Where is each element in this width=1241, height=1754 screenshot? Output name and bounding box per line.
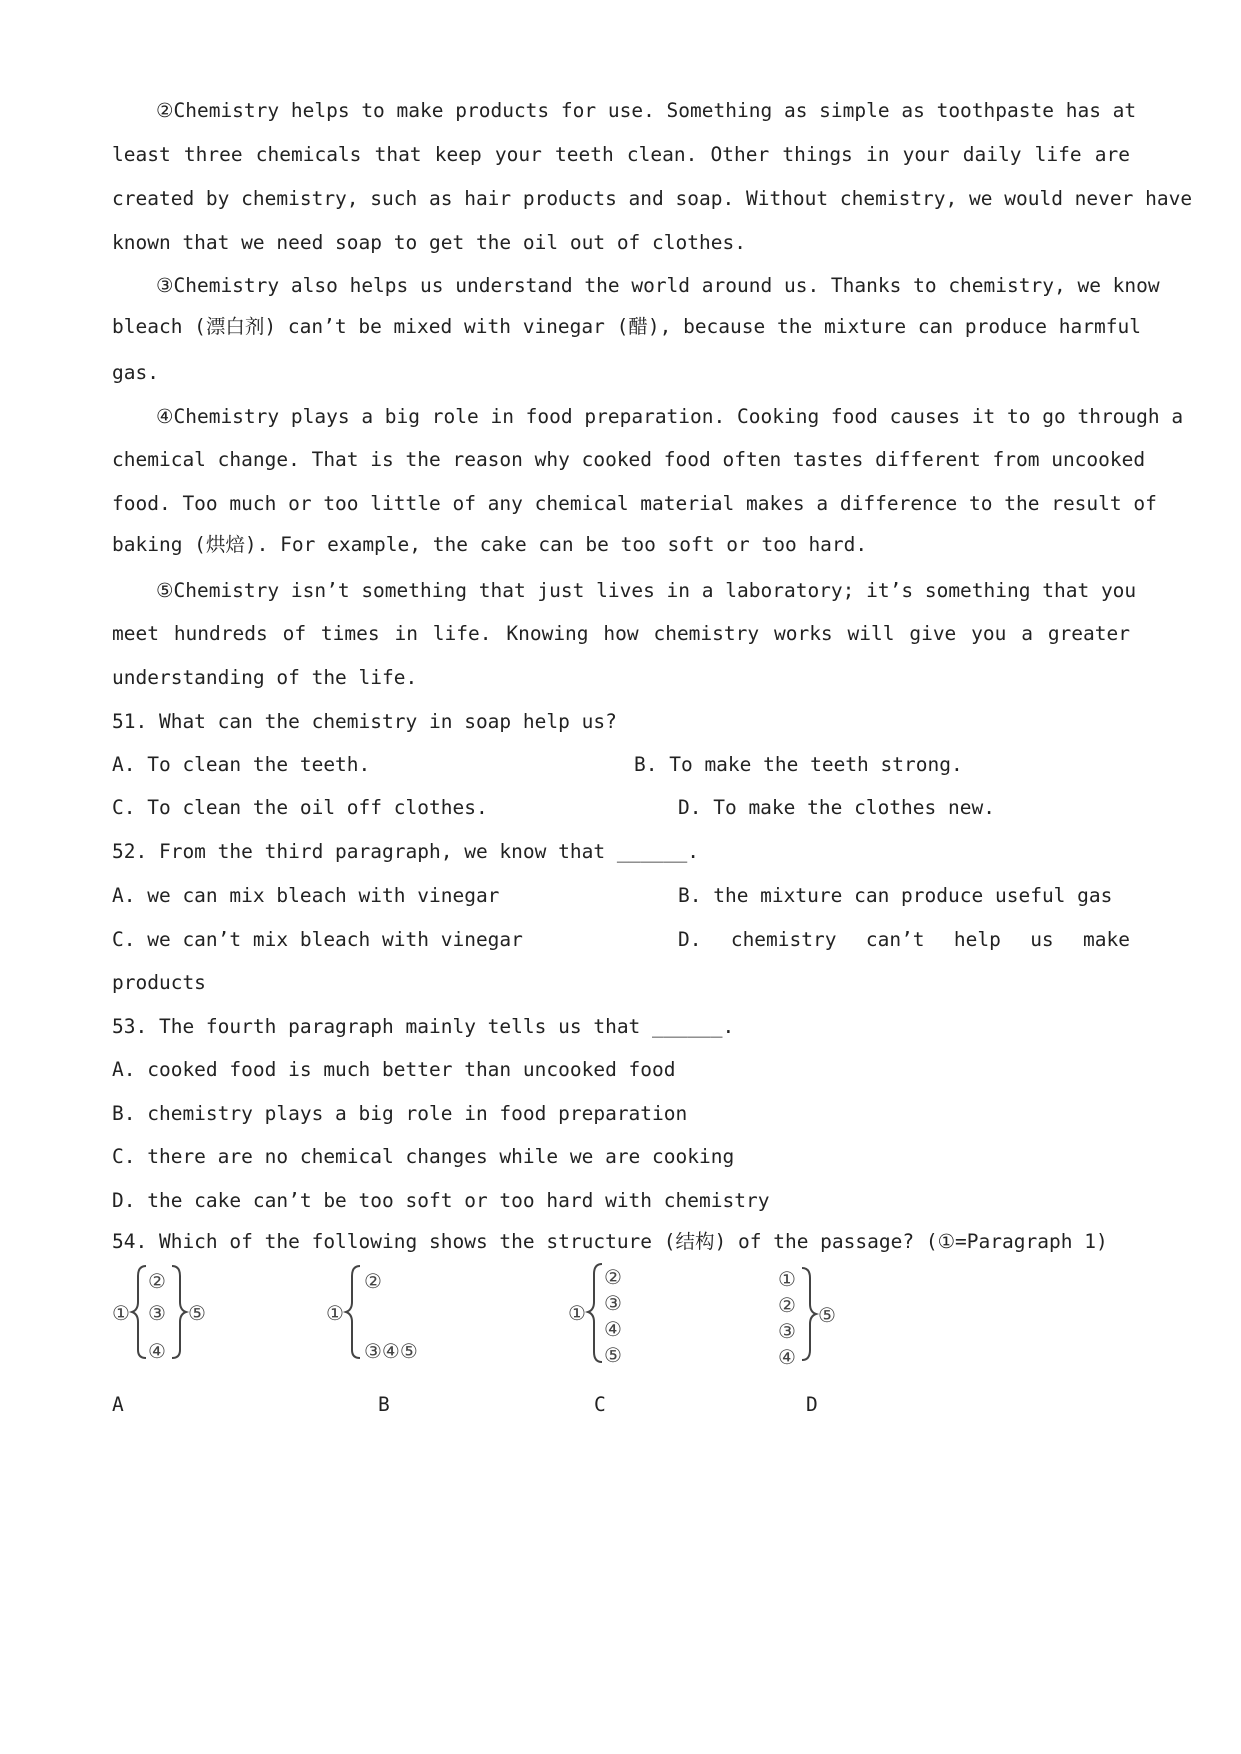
q53-option-b[interactable]: B. chemistry plays a big role in food preparation — [112, 1102, 688, 1125]
diagram-label-a: A — [112, 1393, 124, 1416]
right-brace-icon — [802, 1268, 816, 1360]
para-4-label: ④ — [148, 1339, 166, 1363]
q53-option-c[interactable]: C. there are no chemical changes while we are cooking — [112, 1145, 735, 1168]
passage-line: baking (烘焙). For example, the cake can be too soft or too hard. — [112, 533, 868, 556]
passage-line: chemical change. That is the reason why cooked food often tastes different from uncooked — [112, 448, 1146, 471]
passage-line: food. Too much or too little of any chemical material makes a difference to the result of — [112, 492, 1157, 515]
diagram-label-d: D — [806, 1393, 818, 1416]
para-5-label: ⑤ — [604, 1343, 622, 1367]
para-1-label: ① — [326, 1301, 344, 1325]
passage-line: meet hundreds of times in life. Knowing how chemistry works will give you a greater — [112, 622, 1130, 645]
q52-option-b[interactable]: B. the mixture can produce useful gas — [678, 884, 1113, 907]
left-brace-icon — [346, 1266, 360, 1358]
passage-line: gas. — [112, 361, 159, 384]
para-3-label: ③ — [148, 1301, 166, 1325]
question-53-stem: 53. The fourth paragraph mainly tells us that ______. — [112, 1015, 735, 1038]
para-2-label: ② — [148, 1269, 166, 1293]
right-brace-icon — [172, 1266, 186, 1358]
passage-line: ②Chemistry helps to make products for use. Something as simple as toothpaste has at — [156, 99, 1137, 122]
left-brace-icon — [588, 1264, 602, 1362]
para-5-label: ⑤ — [188, 1301, 206, 1325]
passage-line: ③Chemistry also helps us understand the world around us. Thanks to chemistry, we know — [156, 274, 1160, 297]
left-brace-icon — [132, 1266, 146, 1358]
para-345-label: ③④⑤ — [364, 1339, 418, 1363]
passage-line: ④Chemistry plays a big role in food preparation. Cooking food causes it to go through a — [156, 405, 1184, 428]
q53-option-d[interactable]: D. the cake can’t be too soft or too hard with chemistry — [112, 1189, 770, 1212]
para-2-label: ② — [364, 1269, 382, 1293]
passage-line: known that we need soap to get the oil out of clothes. — [112, 231, 746, 254]
q51-option-a[interactable]: A. To clean the teeth. — [112, 753, 371, 776]
passage-line: bleach (漂白剂) can’t be mixed with vinegar (醋), because the mixture can produce harmful — [112, 315, 1141, 338]
passage-line: created by chemistry, such as hair products and soap. Without chemistry, we would never have — [112, 187, 1193, 210]
q52-option-d-continued: products — [112, 971, 206, 994]
para-2-label: ② — [778, 1293, 796, 1317]
para-3-label: ③ — [604, 1291, 622, 1315]
para-1-label: ① — [112, 1301, 130, 1325]
q52-option-c[interactable]: C. we can’t mix bleach with vinegar — [112, 928, 523, 951]
structure-diagram-d[interactable] — [774, 1258, 854, 1368]
passage-line: least three chemicals that keep your teeth clean. Other things in your daily life are — [112, 143, 1130, 166]
structure-diagram-c[interactable] — [564, 1258, 644, 1368]
para-3-label: ③ — [778, 1319, 796, 1343]
passage-line: ⑤Chemistry isn’t something that just lives in a laboratory; it’s something that you — [156, 579, 1137, 602]
q52-option-a[interactable]: A. we can mix bleach with vinegar — [112, 884, 500, 907]
structure-diagram-a[interactable] — [108, 1258, 218, 1366]
para-1-label: ① — [778, 1267, 796, 1291]
question-51-stem: 51. What can the chemistry in soap help us? — [112, 710, 617, 733]
q51-option-d[interactable]: D. To make the clothes new. — [678, 796, 995, 819]
para-1-label: ① — [568, 1301, 586, 1325]
question-52-stem: 52. From the third paragraph, we know that ______. — [112, 840, 699, 863]
para-4-label: ④ — [604, 1317, 622, 1341]
structure-diagram-b[interactable] — [322, 1258, 452, 1366]
para-5-label: ⑤ — [818, 1303, 836, 1327]
diagram-label-b: B — [378, 1393, 390, 1416]
q51-option-b[interactable]: B. To make the teeth strong. — [634, 753, 963, 776]
q51-option-c[interactable]: C. To clean the oil off clothes. — [112, 796, 488, 819]
question-54-stem: 54. Which of the following shows the structure (结构) of the passage? (①=Paragraph 1) — [112, 1230, 1108, 1253]
diagram-label-c: C — [594, 1393, 606, 1416]
q52-option-d[interactable]: D. chemistry can’t help us make — [678, 928, 1130, 951]
para-2-label: ② — [604, 1265, 622, 1289]
q53-option-a[interactable]: A. cooked food is much better than uncooked food — [112, 1058, 676, 1081]
passage-line: understanding of the life. — [112, 666, 418, 689]
para-4-label: ④ — [778, 1345, 796, 1368]
